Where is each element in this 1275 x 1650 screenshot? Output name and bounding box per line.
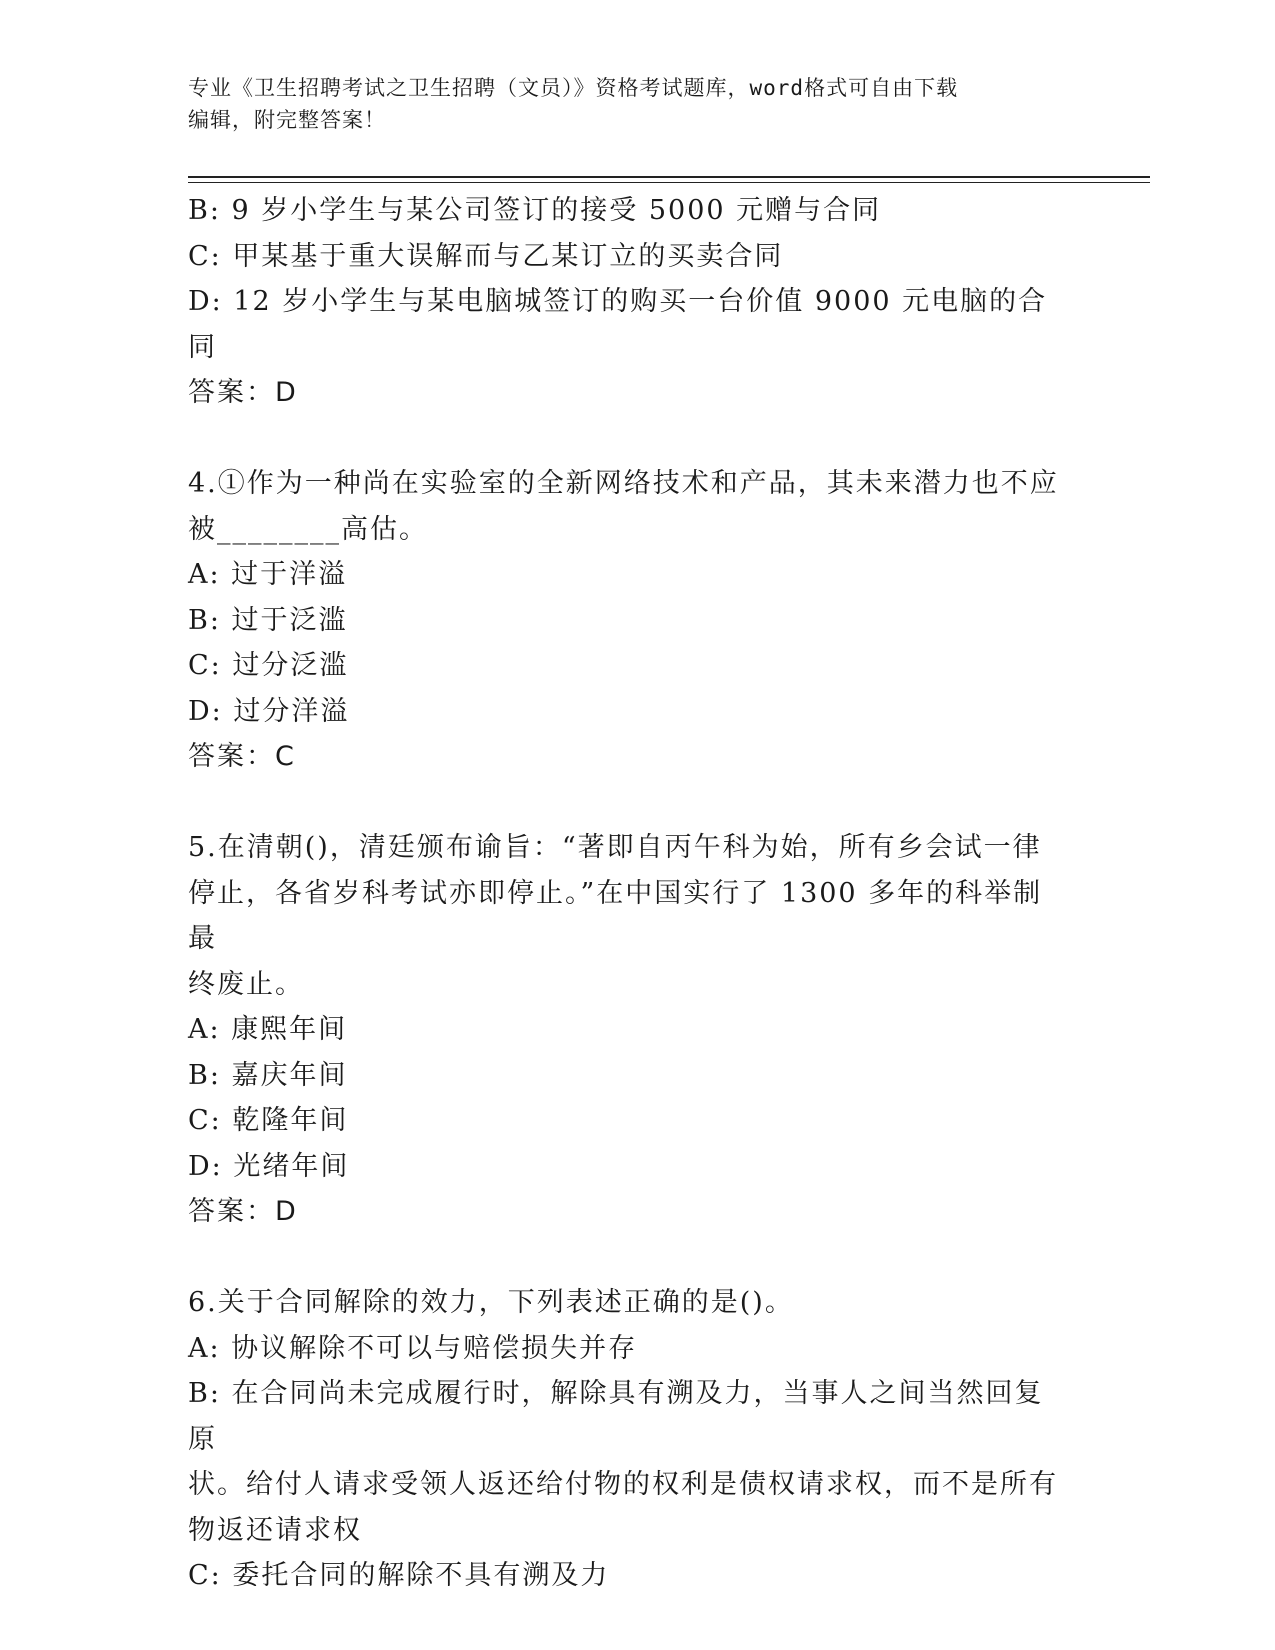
page-header (188, 72, 1068, 136)
q5-option-c: C: 乾隆年间 (188, 1105, 349, 1136)
q6-option-a: A: 协议解除不可以与赔偿损失并存 (188, 1332, 638, 1364)
q5-option-a: A: 康熙年间 (188, 1014, 348, 1045)
q6-option-b-line-1: B: 在合同尚未完成履行时，解除具有溯及力，当事人之间当然回复原 (188, 1378, 1044, 1455)
q3-option-d: D: 12 岁小学生与某电脑城签订的购买一台价值 9000 元电脑的合同 (188, 286, 1048, 363)
q5-stem-line-3: 终废止。 (188, 968, 304, 1000)
q4-stem-line-1: 4.①作为一种尚在实验室的全新网络技术和产品，其未来潜力也不应 (188, 468, 1059, 499)
header-rule-thin (188, 182, 1150, 183)
q6-option-c: C: 委托合同的解除不具有溯及力 (188, 1560, 610, 1591)
q4-answer: 答案：C (188, 741, 296, 772)
q6-option-b-line-2: 状。给付人请求受领人返还给付物的权利是债权请求权，而不是所有 (188, 1469, 1058, 1500)
q4-option-c: C: 过分泛滥 (188, 650, 349, 681)
q5-answer: 答案：D (188, 1196, 298, 1227)
q3-option-b: B: 9 岁小学生与某公司签订的接受 5000 元赠与合同 (188, 195, 882, 226)
q4-option-a: A: 过于洋溢 (188, 559, 348, 590)
header-line-2: 编辑，附完整答案！ (188, 108, 386, 132)
q4-option-d: D: 过分洋溢 (188, 695, 350, 727)
q4-stem-line-2: 被________高估。 (188, 513, 428, 545)
q5-option-b: B: 嘉庆年间 (188, 1059, 348, 1091)
q6-option-b-line-3: 物返还请求权 (188, 1514, 362, 1546)
q4-option-b: B: 过于泛滥 (188, 604, 348, 636)
header-rule-thick (188, 176, 1150, 178)
q3-option-c: C: 甲某基于重大误解而与乙某订立的买卖合同 (188, 240, 784, 272)
q5-option-d: D: 光绪年间 (188, 1150, 350, 1182)
question-content (188, 188, 1068, 1599)
q6-stem: 6.关于合同解除的效力，下列表述正确的是()。 (188, 1287, 794, 1318)
q5-stem-line-1: 5.在清朝()，清廷颁布谕旨：“著即自丙午科为始，所有乡会试一律 (188, 832, 1042, 863)
q5-stem-line-2: 停止，各省岁科考试亦即停止。”在中国实行了 1300 多年的科举制最 (188, 877, 1043, 954)
q3-answer: 答案：D (188, 377, 298, 408)
header-line-1: 专业《卫生招聘考试之卫生招聘（文员）》资格考试题库，word格式可自由下载 (188, 76, 959, 100)
